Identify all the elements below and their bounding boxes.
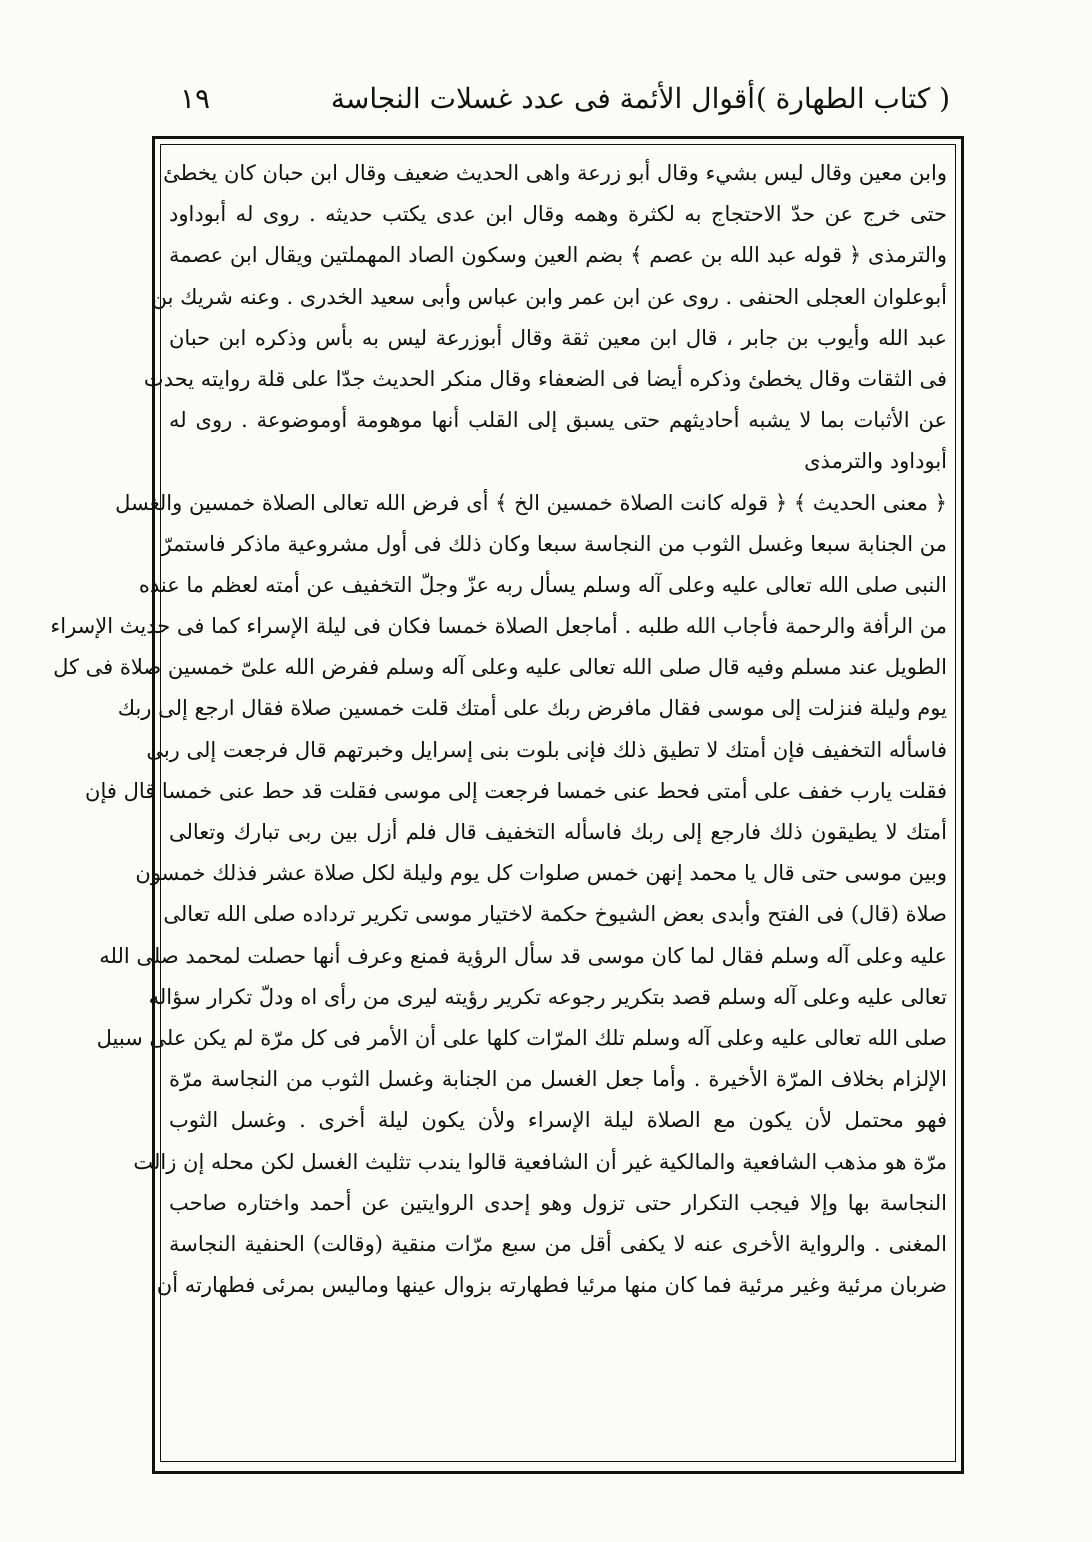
text-line: الطويل عند مسلم وفيه قال صلى الله تعالى عليه وعلى آله وسلم ففرض الله علىّ خمسين صلاة فى كل xyxy=(53,655,947,680)
section-title: أقوال الأئمة فى عدد غسلات النجاسة xyxy=(330,82,755,115)
text-line: مرّة هو مذهب الشافعية والمالكية غير أن الشافعية قالوا يندب تثليث الغسل لكن محله إن زالت xyxy=(133,1149,947,1174)
text-line: من الجنابة سبعا وغسل الثوب من النجاسة سبعا وكان ذلك فى أول مشروعية ماذكر فاستمرّ xyxy=(161,531,947,556)
text-line: عبد الله وأيوب بن جابر ، قال ابن معين ثقة وقال أبوزرعة ليس به بأس وذكره ابن حبان xyxy=(169,325,947,350)
text-line: وابن معين وقال ليس بشيء وقال أبو زرعة واهى الحديث ضعيف وقال ابن حبان كان يخطئ xyxy=(163,161,947,185)
text-line: وبين موسى حتى قال يا محمد إنهن خمس صلوات كل يوم وليلة لكل صلاة عشر فذلك خمسون xyxy=(135,861,947,886)
text-line: فى الثقات وقال يخطئ وذكره أيضا فى الضعفاء وقال منكر الحديث جدّا على قلة روايته يحدث xyxy=(143,366,947,391)
text-line: فاسأله التخفيف فإن أمتك لا تطيق ذلك فإنى بلوت بنى إسرايل وخبرتهم قال فرجعت إلى ربى xyxy=(146,737,947,762)
text-line: فهو محتمل لأن يكون مع الصلاة ليلة الإسراء ولأن يكون ليلة أخرى . وغسل الثوب xyxy=(169,1108,947,1133)
text-line: أبوعلوان العجلى الحنفى . روى عن ابن عمر وابن عباس وأبى سعيد الخدرى . وعنه شريك بن xyxy=(151,284,947,309)
text-line: حتى خرج عن حدّ الاحتجاج به لكثرة وهمه وقال ابن عدى يكتب حديثه . روى له أبوداود xyxy=(169,202,947,227)
text-line: فقلت يارب خفف على أمتى فحط عنى خمسا فرجعت إلى موسى فقلت قد حط عنى خمسا قال فإن xyxy=(85,778,947,803)
text-line: صلاة (قال) فى الفتح وأبدى بعض الشيوخ حكمة لاختيار موسى تكرير ترداده صلى الله تعالى xyxy=(163,902,947,927)
text-line: النجاسة بها وإلا فيجب التكرار حتى تزول وهو إحدى الروايتين عن أحمد واختاره صاحب xyxy=(169,1190,947,1215)
body-text xyxy=(50,153,947,1306)
text-line: من الرأفة والرحمة فأجاب الله طلبه . أماجعل الصلاة خمسا فكان فى ليلة الإسراء كما فى حديث الإسراء xyxy=(50,614,947,639)
text-line: المغنى . والرواية الأخرى عنه لا يكفى أقل من سبع مرّات منقية (وقالت) الحنفية النجاسة xyxy=(169,1231,947,1256)
text-line: أبوداود والترمذى xyxy=(804,449,947,474)
text-line: عن الأثبات بما لا يشبه أحاديثهم حتى يسبق إلى القلب أنها موهومة أوموضوعة . روى له xyxy=(169,408,947,433)
page-number: ١٩ xyxy=(180,82,211,115)
text-line: ﴿ معنى الحديث ﴾ ﴿ قوله كانت الصلاة خمسين الخ ﴾ أى فرض الله تعالى الصلاة خمسين والغسل xyxy=(115,490,947,515)
text-line: يوم وليلة فنزلت إلى موسى فقال مافرض ربك على أمتك قلت خمسين صلاة فقال ارجع إلى ربك xyxy=(117,696,947,721)
page-frame xyxy=(50,136,964,1474)
text-line: ضربان مرئية وغير مرئية فما كان منها مرئيا فطهارته بزوال عينها وماليس بمرئى فطهارته أن xyxy=(156,1273,947,1298)
text-line: عليه وعلى آله وسلم فقال لما كان موسى قد سأل الرؤية فمنع وعرف أنها حصلت لمحمد صلى الله xyxy=(99,943,947,968)
text-line: صلى الله تعالى عليه وعلى آله وسلم تلك المرّات كلها على أن الأمر فى كل مرّة لم يكن على سبيل xyxy=(96,1025,947,1050)
text-line: الإلزام بخلاف المرّة الأخيرة . وأما جعل الغسل من الجنابة وغسل الثوب من النجاسة مرّة xyxy=(169,1067,947,1092)
text-line: النبى صلى الله تعالى عليه وعلى آله وسلم يسأل ربه عزّ وجلّ التخفيف عن أمته لعظم ما عنده xyxy=(138,572,947,597)
page-header xyxy=(160,78,950,126)
text-line: أمتك لا يطيقون ذلك فارجع إلى ربك فاسأله التخفيف قال فلم أزل بين ربى تبارك وتعالى xyxy=(169,820,947,844)
text-line: تعالى عليه وعلى آله وسلم قصد بتكرير رجوعه تكرير رؤيته ليرى من رأى اه ودلّ تكرار سؤاله xyxy=(148,984,947,1009)
book-title: ( كتاب الطهارة ) xyxy=(755,82,950,115)
text-line: والترمذى ﴿ قوله عبد الله بن عصم ﴾ بضم العين وسكون الصاد المهملتين ويقال ابن عصمة xyxy=(169,243,947,268)
